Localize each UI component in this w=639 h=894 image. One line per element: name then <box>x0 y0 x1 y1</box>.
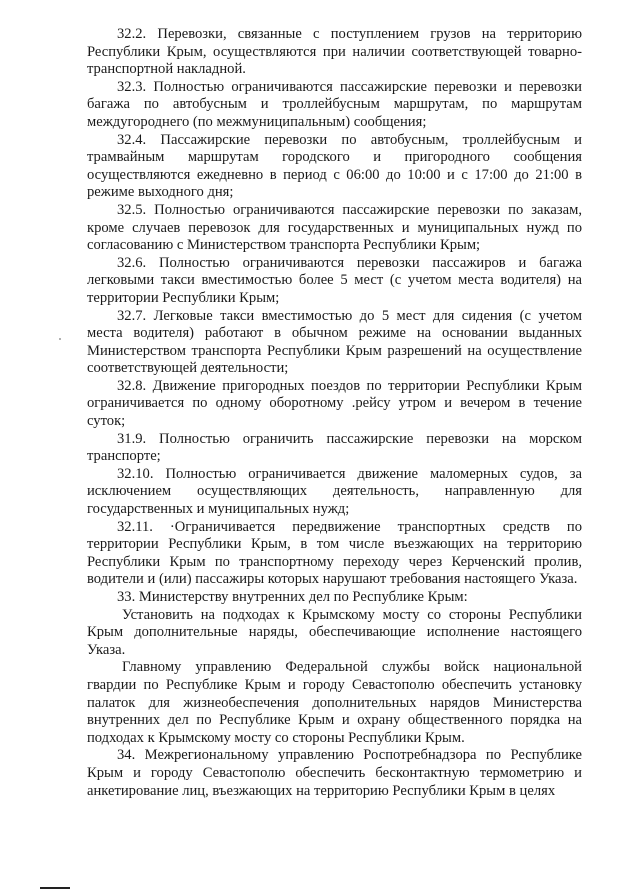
paragraph-33-bridge-patrols: Установить на подходах к Крымскому мосту со стороны Республики Крым дополнительные наряды, обеспечивающие исполнение настоящего Указа. <box>87 606 582 658</box>
paragraph-32-10: 32.10. Полностью ограничивается движение маломерных судов, за исключением осуществляющих деятельность, направленную для государственных и муниципальных нужд; <box>87 465 582 518</box>
paragraph-33-national-guard: Главному управлению Федеральной службы войск национальной гвардии по Республике Крым и городу Севастополю обеспечить установку палаток для жизнеобеспечения дополнительных нарядов Министерства внутренних дел по Республике Крым и охрану общественного порядка на подходах к Крымскому мосту со стороны Республики Крым. <box>87 659 582 746</box>
paragraph-32-6: 32.6. Полностью ограничиваются перевозки пассажиров и багажа легковыми такси вместимостью более 5 мест (с учетом места водителя) на территории Республики Крым; <box>87 254 582 306</box>
paragraph-32-4: 32.4. Пассажирские перевозки по автобусным, троллейбусным и трамвайным маршрутам городского и пригородного сообщения осуществляются ежедневно в период с 06:00 до 10:00 и с 17:00 до 21:00 в режиме выходного дня; <box>87 131 582 201</box>
paragraph-31-9: 31.9. Полностью ограничить пассажирские перевозки на морском транспорте; <box>87 430 582 465</box>
scan-speck <box>59 338 61 340</box>
document-page <box>87 26 582 800</box>
paragraph-34: 34. Межрегиональному управлению Роспотребнадзора по Республике Крым и городу Севастополю обеспечить бесконтактную термометрию и анкетирование лиц, въезжающих на территорию Республики Крым в целях <box>87 747 582 799</box>
paragraph-32-5: 32.5. Полностью ограничиваются пассажирские перевозки по заказам, кроме случаев перевозок для государственных и муниципальных нужд по согласованию с Министерством транспорта Республики Крым; <box>87 201 582 254</box>
page-edge-mark <box>40 887 70 889</box>
paragraph-32-3: 32.3. Полностью ограничиваются пассажирские перевозки и перевозки багажа по автобусным и троллейбусным маршрутам, по маршрутам междугороднего (по межмуниципальным) сообщения; <box>87 78 582 130</box>
paragraph-32-2: 32.2. Перевозки, связанные с поступлением грузов на территорию Республики Крым, осуществляются при наличии соответствующей товарно-транспортной накладной. <box>87 26 582 78</box>
paragraph-32-8: 32.8. Движение пригородных поездов по территории Республики Крым ограничивается по одному оборотному .рейсу утром и вечером в течение суток; <box>87 377 582 430</box>
paragraph-32-11: 32.11. ·Ограничивается передвижение транспортных средств по территории Республики Крым, в том числе въезжающих на территорию Республики Крым по транспортному переходу через Керченский пролив, водители и (или) пассажиры которых нарушают требования настоящего Указа. <box>87 518 582 588</box>
paragraph-32-7: 32.7. Легковые такси вместимостью до 5 мест для сидения (с учетом места водителя) работают в обычном режиме на основании выданных Министерством транспорта Республики Крым разрешений на осуществление соответствующей деятельности; <box>87 307 582 377</box>
paragraph-33: 33. Министерству внутренних дел по Республике Крым: <box>117 589 468 605</box>
